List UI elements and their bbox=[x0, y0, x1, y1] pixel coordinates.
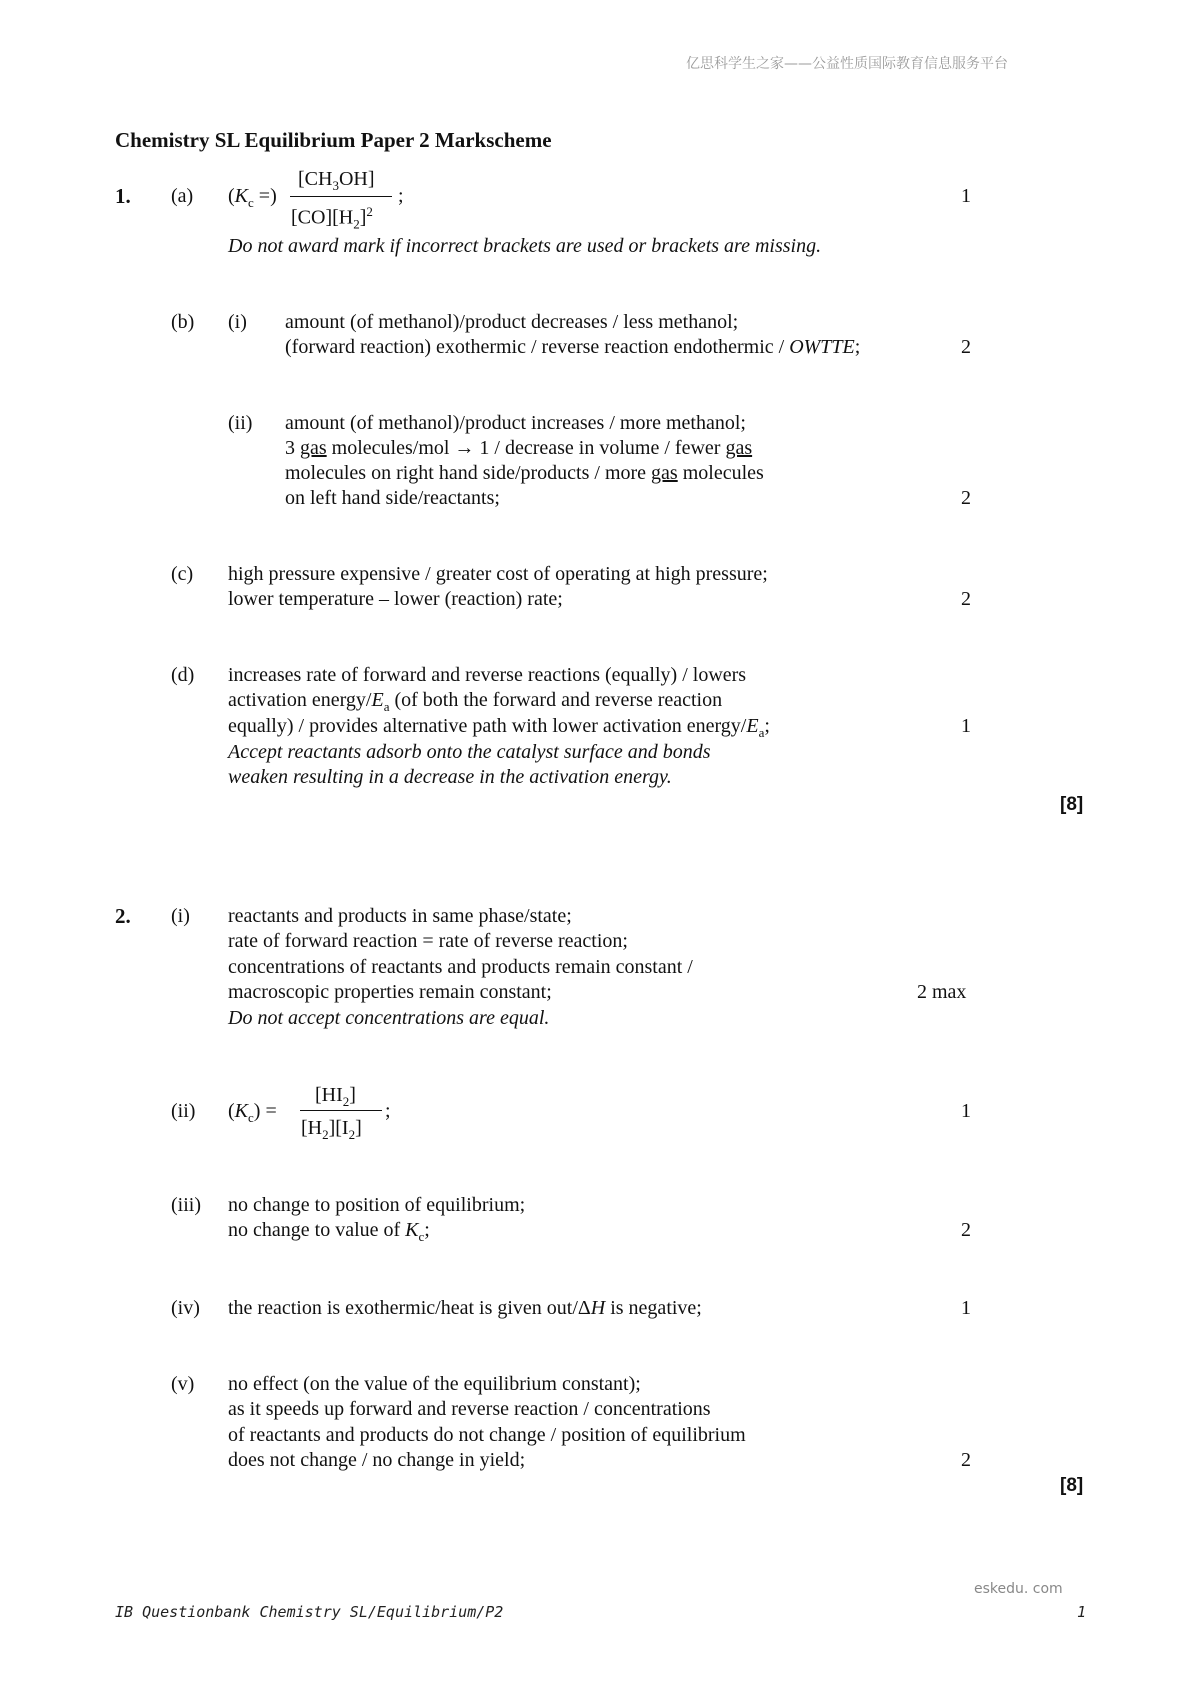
question-number-2: 2. bbox=[115, 904, 131, 928]
kc-prefix-2ii: $(K_c)$ = bbox=[228, 1100, 277, 1125]
total-marks-q1: [8] bbox=[1060, 794, 1084, 815]
mark-2v: 2 bbox=[961, 1449, 971, 1471]
answer-1b-ii-line4: on left hand side/reactants; bbox=[285, 487, 500, 509]
answer-1b-ii-line1: amount (of methanol)/product increases / more methanol; bbox=[285, 412, 746, 434]
page-number: 1 bbox=[1077, 1603, 1087, 1621]
mark-1b-i: 2 bbox=[961, 336, 971, 358]
answer-2i-line2: rate of forward reaction = rate of reverse reaction; bbox=[228, 930, 628, 952]
fraction-bar-1a bbox=[290, 196, 392, 197]
part-label-1c: (c) bbox=[171, 563, 194, 585]
fraction-bar-2ii bbox=[300, 1110, 382, 1111]
subpart-label-1b-ii: (ii) bbox=[228, 412, 253, 434]
answer-2i-line3: concentrations of reactants and products remain constant / bbox=[228, 956, 693, 978]
part-label-1d: (d) bbox=[171, 664, 195, 686]
kc-numerator-1a: $[CH_3OH]$ bbox=[298, 168, 375, 193]
mark-2i: 2 max bbox=[917, 981, 967, 1003]
mark-1b-ii: 2 bbox=[961, 487, 971, 509]
page-title: Chemistry SL Equilibrium Paper 2 Markscheme bbox=[115, 128, 552, 152]
answer-2iii-line2: no change to value of $K_c$; bbox=[228, 1219, 430, 1244]
part-label-1a: (a) bbox=[171, 185, 194, 207]
kc-denominator-1a: $[CO][H_2]^2$ bbox=[291, 204, 373, 232]
part-label-2i: (i) bbox=[171, 905, 190, 927]
mark-2ii: 1 bbox=[961, 1100, 971, 1122]
kc-prefix-1a: ($K_c$ =) bbox=[228, 185, 277, 210]
answer-1b-ii-line3: molecules on right hand side/products / more gas molecules bbox=[285, 462, 764, 484]
answer-2v-line3: of reactants and products do not change / position of equilibrium bbox=[228, 1424, 746, 1446]
answer-1d-line2: activation energy/$E_a$ (of both the forward and reverse reaction bbox=[228, 689, 723, 714]
kc-numerator-2ii: $[HI_2]$ bbox=[315, 1084, 356, 1109]
answer-2v-line1: no effect (on the value of the equilibrium constant); bbox=[228, 1373, 641, 1395]
subpart-label-1b-i: (i) bbox=[228, 311, 247, 333]
kc-semicolon-2ii: ; bbox=[385, 1100, 391, 1122]
answer-2iii-line1: no change to position of equilibrium; bbox=[228, 1194, 526, 1216]
answer-2i-line1: reactants and products in same phase/state; bbox=[228, 905, 572, 927]
watermark: eskedu. com bbox=[974, 1581, 1063, 1597]
kc-semicolon-1a: ; bbox=[398, 185, 404, 207]
part-label-1b: (b) bbox=[171, 311, 195, 333]
part-label-2iii: (iii) bbox=[171, 1194, 201, 1216]
answer-2i-line4: macroscopic properties remain constant; bbox=[228, 981, 552, 1003]
part-label-2ii: (ii) bbox=[171, 1100, 196, 1122]
site-header: 亿思科学生之家——公益性质国际教育信息服务平台 bbox=[686, 56, 1008, 72]
note-2i: Do not accept concentrations are equal. bbox=[228, 1007, 550, 1029]
answer-1d-line1: increases rate of forward and reverse reactions (equally) / lowers bbox=[228, 664, 747, 686]
part-label-2iv: (iv) bbox=[171, 1297, 200, 1319]
total-marks-q2: [8] bbox=[1060, 1475, 1084, 1496]
answer-1b-i-line2: (forward reaction) exothermic / reverse reaction endothermic / OWTTE; bbox=[285, 336, 861, 358]
footer-source: IB Questionbank Chemistry SL/Equilibrium/P2 bbox=[115, 1603, 504, 1621]
answer-2v-line2: as it speeds up forward and reverse reaction / concentrations bbox=[228, 1398, 711, 1420]
answer-1b-i-line1: amount (of methanol)/product decreases / less methanol; bbox=[285, 311, 739, 333]
mark-1a: 1 bbox=[961, 185, 971, 207]
note-1d-line1: Accept reactants adsorb onto the catalyst surface and bonds bbox=[228, 741, 711, 763]
question-number-1: 1. bbox=[115, 184, 131, 208]
note-1d-line2: weaken resulting in a decrease in the activation energy. bbox=[228, 766, 672, 788]
part-label-2v: (v) bbox=[171, 1373, 195, 1395]
answer-2v-line4: does not change / no change in yield; bbox=[228, 1449, 526, 1471]
mark-1d: 1 bbox=[961, 715, 971, 737]
kc-denominator-2ii: $[H_2][I_2]$ bbox=[301, 1117, 362, 1142]
answer-1c-line2: lower temperature – lower (reaction) rate; bbox=[228, 588, 563, 610]
mark-1c: 2 bbox=[961, 588, 971, 610]
answer-2iv: the reaction is exothermic/heat is given out/ΔH is negative; bbox=[228, 1297, 702, 1319]
answer-1b-ii-line2: 3 gas molecules/mol → 1 / decrease in volume / fewer gas bbox=[285, 437, 753, 459]
mark-2iii: 2 bbox=[961, 1219, 971, 1241]
mark-2iv: 1 bbox=[961, 1297, 971, 1319]
answer-1c-line1: high pressure expensive / greater cost of operating at high pressure; bbox=[228, 563, 768, 585]
note-1a: Do not award mark if incorrect brackets are used or brackets are missing. bbox=[228, 235, 822, 257]
answer-1d-line3: equally) / provides alternative path with lower activation energy/$E_a$; bbox=[228, 715, 770, 740]
